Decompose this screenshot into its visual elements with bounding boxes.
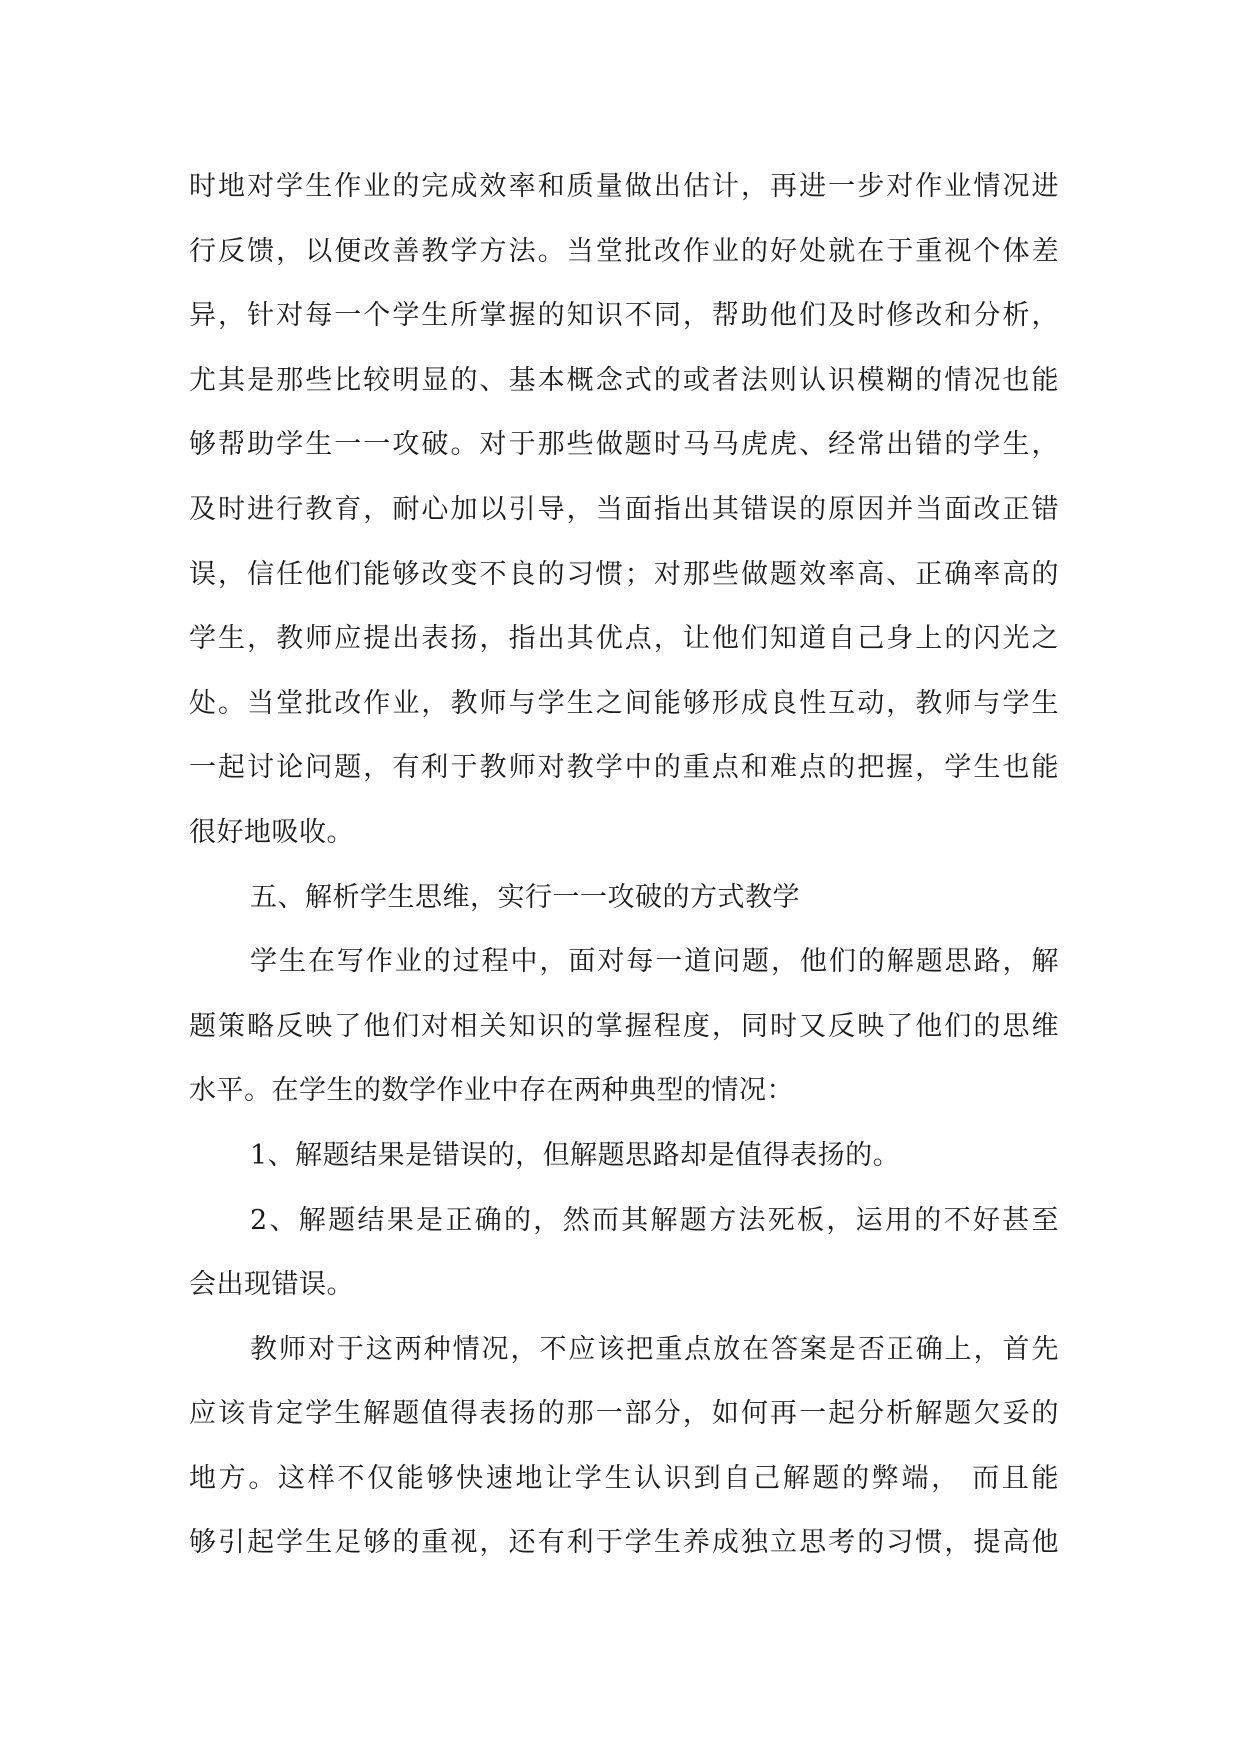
text-line: 学生在写作业的过程中，面对每一道问题，他们的解题思路，解 — [250, 946, 1059, 978]
text-line: 尤其是那些比较明显的、基本概念式的或者法则认识模糊的情况也能 — [189, 364, 1059, 396]
text-line: 够帮助学生一一攻破。对于那些做题时马马虎虎、经常出错的学生， — [189, 429, 1059, 461]
text-line: 异，针对每一个学生所掌握的知识不同，帮助他们及时修改和分析， — [189, 300, 1059, 332]
text-line: 学生，教师应提出表扬，指出其优点，让他们知道自己身上的闪光之 — [189, 623, 1059, 655]
text-line: 行反馈，以便改善教学方法。当堂批改作业的好处就在于重视个体差 — [189, 235, 1059, 267]
text-line: 很好地吸收。 — [189, 816, 354, 848]
text-line: 教师对于这两种情况，不应该把重点放在答案是否正确上，首先 — [250, 1333, 1059, 1365]
text-line: 题策略反映了他们对相关知识的掌握程度，同时又反映了他们的思维 — [189, 1010, 1059, 1042]
text-line: 一起讨论问题，有利于教师对教学中的重点和难点的把握，学生也能 — [189, 752, 1059, 784]
section-heading: 五、解析学生思维，实行一一攻破的方式教学 — [250, 881, 800, 913]
text-line: 会出现错误。 — [189, 1269, 354, 1301]
text-line: 及时进行教育，耐心加以引导，当面指出其错误的原因并当面改正错 — [189, 493, 1059, 525]
text-line: 够引起学生足够的重视，还有利于学生养成独立思考的习惯，提高他 — [189, 1527, 1059, 1559]
text-line: 误，信任他们能够改变不良的习惯；对那些做题效率高、正确率高的 — [189, 558, 1059, 590]
text-line: 处。当堂批改作业，教师与学生之间能够形成良性互动，教师与学生 — [189, 687, 1059, 719]
list-item: 2、解题结果是正确的，然而其解题方法死板，运用的不好甚至 — [250, 1204, 1059, 1236]
list-item: 1、解题结果是错误的，但解题思路却是值得表扬的。 — [250, 1139, 901, 1171]
text-line: 水平。在学生的数学作业中存在两种典型的情况： — [189, 1075, 794, 1107]
text-line: 地方。这样不仅能够快速地让学生认识到自己解题的弊端， 而且能 — [189, 1462, 1059, 1494]
text-line: 时地对学生作业的完成效率和质量做出估计，再进一步对作业情况进 — [189, 171, 1059, 202]
text-line: 应该肯定学生解题值得表扬的那一部分，如何再一起分析解题欠妥的 — [189, 1398, 1059, 1430]
body-text — [189, 155, 1059, 1576]
